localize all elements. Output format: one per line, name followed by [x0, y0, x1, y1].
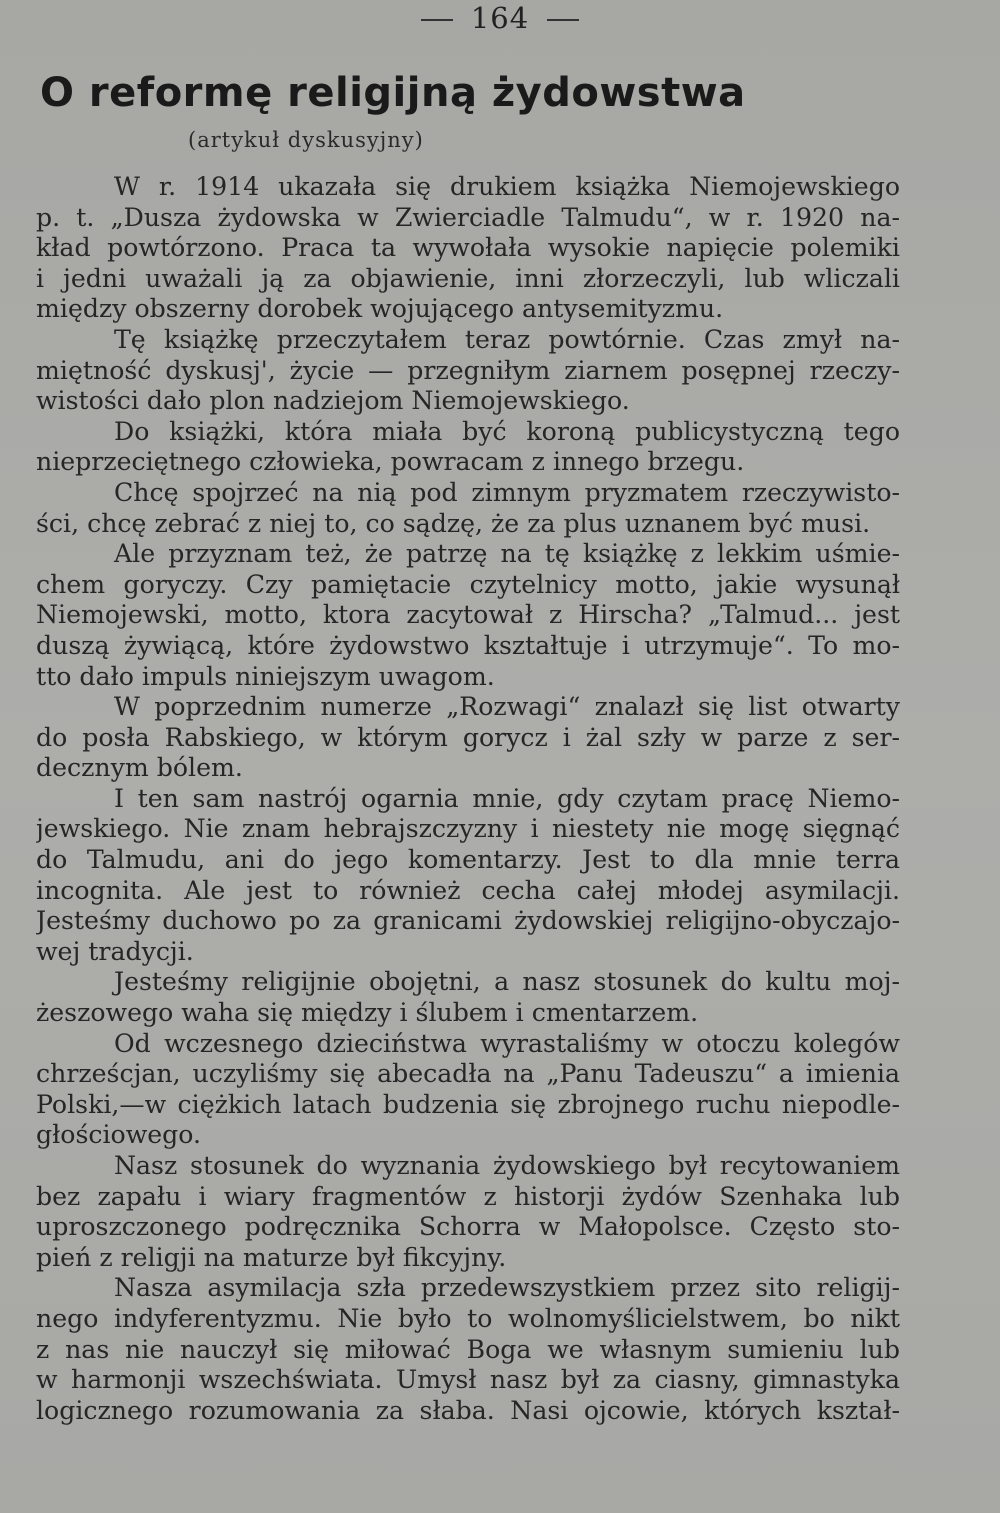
text-line: głościowego. — [36, 1120, 202, 1150]
text-line: p. t. „Dusza żydowska w Zwierciadle Talmudu“, w r. 1920 na- — [36, 202, 900, 232]
text-line: W poprzednim numerze „Rozwagi“ znalazł się list otwarty — [114, 692, 900, 722]
text-line: Jesteśmy religijnie obojętni, a nasz stosunek do kultu moj- — [114, 967, 900, 997]
text-line: duszą żywiącą, które żydowstwo kształtuje i utrzymuje“. To mo- — [36, 630, 900, 660]
text-line: W r. 1914 ukazała się drukiem książka Niemojewskiego — [114, 172, 900, 201]
text-line: i jedni uważali ją za objawienie, inni złorzeczyli, lub wliczali — [36, 263, 900, 293]
text-line: kład powtórzono. Praca ta wywołała wysokie napięcie polemiki — [36, 233, 900, 263]
text-line: z nas nie nauczył się miłować Boga we własnym sumieniu lub — [36, 1334, 900, 1364]
article-body — [36, 172, 900, 1426]
text-line: logicznego rozumowania za słaba. Nasi ojcowie, których kształ- — [36, 1395, 900, 1425]
text-line: decznym bólem. — [36, 753, 243, 783]
text-line: ści, chcę zebrać z niej to, co sądzę, że za plus uznanem być musi. — [36, 508, 871, 538]
text-line: tto dało impuls niniejszym uwagom. — [36, 661, 495, 691]
text-line: chem goryczy. Czy pamiętacie czytelnicy motto, jakie wysunął — [36, 569, 900, 599]
text-line: miętność dyskusj', życie — przegniłym ziarnem posępnej rzeczy- — [36, 355, 900, 385]
text-line: nieprzeciętnego człowieka, powracam z innego brzegu. — [36, 447, 745, 477]
article-title: O reformę religijną żydowstwa — [40, 70, 746, 116]
text-line: Chcę spojrzeć na nią pod zimnym pryzmatem rzeczywisto- — [114, 477, 900, 507]
text-line: jewskiego. Nie znam hebrajszczyzny i niestety nie mogę sięgnąć — [36, 814, 900, 844]
text-line: Nasza asymilacja szła przedewszystkiem przez sito religij- — [114, 1273, 900, 1303]
text-line: bez zapału i wiary fragmentów z historji żydów Szenhaka lub — [36, 1181, 900, 1211]
text-line: Do książki, która miała być koroną publicystyczną tego — [114, 416, 900, 446]
text-line: do Talmudu, ani do jego komentarzy. Jest to dla mnie terra — [36, 845, 900, 875]
text-line: wej tradycji. — [36, 936, 194, 966]
text-line: Ale przyznam też, że patrzę na tę książkę z lekkim uśmie- — [114, 539, 900, 569]
text-line: Jesteśmy duchowo po za granicami żydowskiej religijno-obyczajo- — [36, 906, 900, 936]
page-number-header — [0, 0, 1000, 36]
text-line: do posła Rabskiego, w którym gorycz i żal szły w parze z ser- — [36, 722, 900, 752]
text-line: Polski,—w ciężkich latach budzenia się zbrojnego ruchu niepodle- — [36, 1089, 900, 1119]
text-line: Tę książkę przeczytałem teraz powtórnie. Czas zmył na- — [114, 324, 900, 354]
text-line: chrześcjan, uczyliśmy się abecadła na „Panu Tadeuszu“ a imienia — [36, 1059, 900, 1089]
right-dash — [547, 19, 579, 21]
left-dash — [421, 19, 453, 21]
page-number: 164 — [470, 1, 530, 35]
text-line: uproszczonego podręcznika Schorra w Małopolsce. Często sto- — [36, 1212, 900, 1242]
text-line: Niemojewski, motto, ktora zacytował z Hirscha? „Talmud... jest — [36, 600, 900, 630]
text-line: pień z religji na maturze był fikcyjny. — [36, 1242, 507, 1272]
text-line: incognita. Ale jest to również cecha całej młodej asymilacji. — [36, 875, 900, 905]
text-line: Nasz stosunek do wyznania żydowskiego był recytowaniem — [114, 1151, 900, 1180]
text-line: Od wczesnego dzieciństwa wyrastaliśmy w otoczu kolegów — [114, 1028, 900, 1058]
article-subtitle: (artykuł dyskusyjny) — [188, 128, 424, 152]
text-line: między obszerny dorobek wojującego antysemityzmu. — [36, 294, 724, 324]
text-line: żeszowego waha się między i ślubem i cmentarzem. — [36, 998, 699, 1028]
text-line: I ten sam nastrój ogarnia mnie, gdy czytam pracę Niemo- — [114, 783, 900, 813]
text-line: wistości dało plon nadziejom Niemojewskiego. — [36, 386, 630, 416]
text-line: w harmonji wszechświata. Umysł nasz był za ciasny, gimnastyka — [36, 1365, 900, 1395]
text-line: nego indyferentyzmu. Nie było to wolnomyślicielstwem, bo nikt — [36, 1303, 900, 1333]
